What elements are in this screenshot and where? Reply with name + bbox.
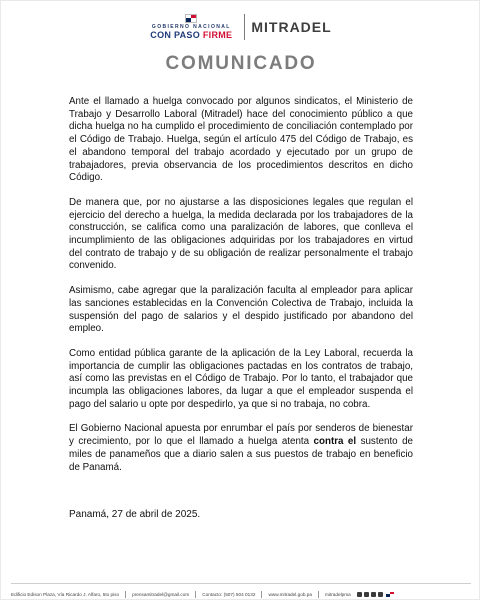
panama-flag-icon (386, 592, 394, 597)
facebook-icon[interactable] (364, 592, 369, 597)
government-slogan (150, 30, 232, 41)
paragraph-5-text-a: El Gobierno Nacional apuesta por enrumbar el país por senderos de bienestar y crecimiento, por lo que el llamado a huelga atenta (69, 423, 413, 448)
government-logo (150, 14, 232, 41)
paragraph-5-bold: contra el (313, 436, 357, 448)
instagram-icon[interactable] (357, 592, 362, 597)
paragraph-4: Como entidad pública garante de la aplicación de la Ley Laboral, recuerda la importancia de cumplir las obligaciones pactadas en los contratos de trabajo, así como las previstas en el Código de Trabajo. Por lo tanto, el trabajador que incumpla las obligaciones labores, da lugar a que el empleador suspenda el pago del salario u opte por despedirlo, ya que si no trabaja, no cobra. (69, 347, 413, 410)
footer-divider (125, 591, 126, 598)
paragraph-1: Ante el llamado a huelga convocado por algunos sindicatos, el Ministerio de Trabajo y Desarrollo Laboral (Mitradel) hace del conocimiento público a que dicha huelga no ha cumplido el procedimiento de conciliación contemplado por el Código de Trabajo. Huelga, según el artículo 475 del Código de Trabajo, es el abandono temporal del trabajo acordado y ejecutado por un grupo de trabajadores, previa observancia de los procedimientos descritos en dicho Código. (69, 96, 413, 184)
youtube-icon[interactable] (378, 592, 383, 597)
document-body (69, 96, 413, 486)
x-icon[interactable] (371, 592, 376, 597)
footer-phone: Contacto: (507) 504 0132 (202, 591, 256, 597)
document-title: COMUNICADO (165, 53, 317, 74)
paragraph-5-text-b: sustento de miles de panameños que a diario salen a sus puestos de trabajo en beneficio de Panamá. (69, 436, 413, 473)
footer-divider (261, 591, 262, 598)
letterhead (1, 10, 480, 44)
slogan-part2: FIRME (202, 29, 233, 40)
footer-email[interactable]: prensamitradel@gmail.com (132, 591, 190, 597)
paragraph-3: Asimismo, cabe agregar que la paralización faculta al empleador para aplicar las sanciones establecidas en la Convención Colectiva de Trabajo, incluida la suspensión del pago de salarios y el despido justificado por abandono del empleo. (69, 285, 413, 335)
slogan-part1: CON PASO (150, 29, 201, 40)
footer-divider (318, 591, 319, 598)
footer-address: Edificio Edison Plaza, Vía Ricardo J. Alfaro, 5to piso (11, 591, 120, 597)
footer-divider (195, 591, 196, 598)
panama-flag-icon (185, 14, 197, 23)
footer-social-handle[interactable]: mitradelpma (324, 591, 351, 597)
header-divider (244, 14, 245, 40)
footer-website[interactable]: www.mitradel.gob.pa (268, 591, 312, 597)
document-date: Panamá, 27 de abril de 2025. (69, 509, 201, 520)
ministry-brand: MITRADEL (251, 19, 332, 35)
social-icons (355, 592, 394, 597)
paragraph-5 (69, 423, 413, 474)
footer (11, 583, 471, 600)
government-label: GOBIERNO NACIONAL (151, 23, 231, 30)
paragraph-2: De manera que, por no ajustarse a las disposiciones legales que regulan el ejercicio del derecho a huelga, la medida declarada por los trabajadores de la construcción, se califica como una paralización de labores, que conlleva el incumplimiento de las obligaciones adquiridas por los trabajadores en virtud del contrato de trabajo y de su obligación de realizar personalmente el trabajo convenido. (69, 196, 413, 272)
